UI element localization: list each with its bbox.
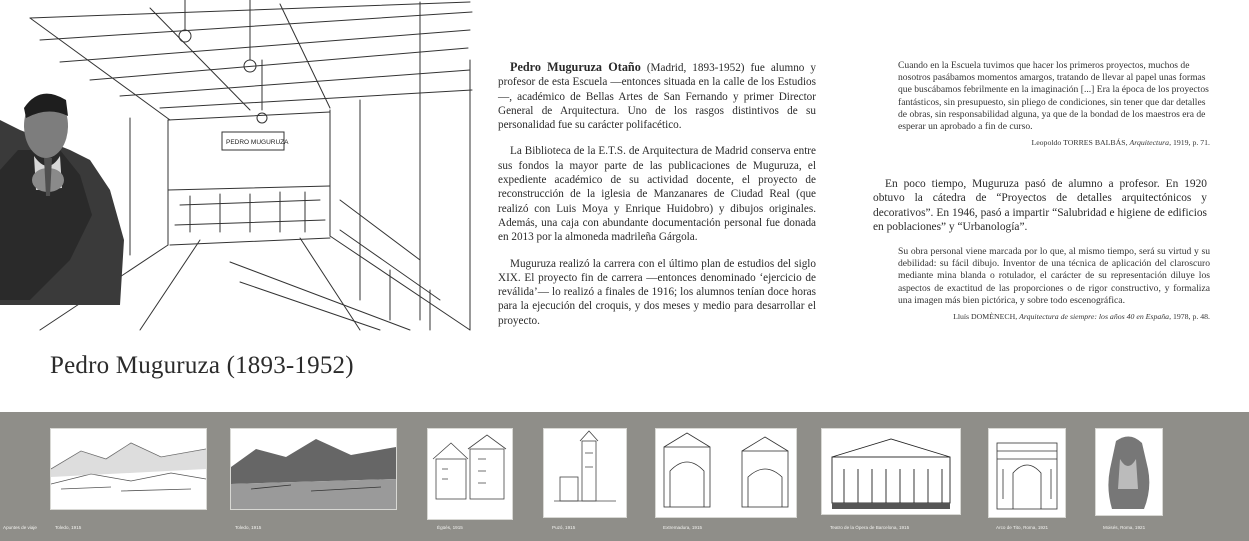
- quote-text: Su obra personal viene marcada por lo que, al mismo tiempo, será su virtud y su debilidad: su fácil dibujo. Inventor de una técnica de aplicación del claroscuro mediante mina blanda o rotulador, el carácter de su representación diluye los aspectos de exactitud de las proporciones o de rigor constructivo, y formaliza una imagen más bien pictórica, y sobre todo escenográfica.: [898, 246, 1210, 306]
- teaching-paragraph-column: [873, 177, 1207, 246]
- gallery-label: Apuntes de viaje: [3, 525, 37, 530]
- page-title: Pedro Muguruza (1893-1952): [50, 352, 354, 379]
- gallery-caption: Extremadura, 1915: [663, 525, 703, 530]
- library-paragraph: La Biblioteca de la E.T.S. de Arquitectura de Madrid conserva entre sus fondos la mayor parte de las publicaciones de Muguruza, el expediente académico de su actividad docente, el proyecto de reconstrucción de la iglesia de Manzanares de Ciudad Real (que realizó con Luis Moya y Enrique Huidobro) y dibujos originales. Además, una caja con abundante documentación personal fue donada en 2013 por la almoneda madrileña Gárgola.: [498, 145, 816, 244]
- gallery-thumb-6[interactable]: [821, 428, 961, 515]
- sketch-gallery-strip: [0, 412, 1249, 541]
- gallery-caption: Toledo, 1915: [235, 525, 262, 530]
- quote-text: Cuando en la Escuela tuvimos que hacer los primeros proyectos, muchos de nosotros pasábamos momentos amargos, tratando de llevar al papel unas formas que buscábamos febrilmente en la imaginación [...] Era la época de los proyectos fantásticos, sin presupuesto, sin pliego de condiciones, sin tener que dar detalles de obras, sin responsabilidad alguna, ya que de la bondad de los maestros era de esperar un aprobado a fin de curso.: [898, 60, 1209, 133]
- gallery-thumb-2[interactable]: [230, 428, 397, 510]
- hero-sketch-illustration: [0, 0, 480, 350]
- gallery-thumb-8[interactable]: [1095, 428, 1163, 516]
- gallery-thumb-3[interactable]: [427, 428, 513, 520]
- portrait-photo: [0, 94, 124, 305]
- gallery-caption: Égüés, 1915: [437, 525, 463, 530]
- main-text-column: [498, 60, 816, 340]
- gallery-caption: Moisés, Roma, 1921: [1103, 525, 1146, 530]
- gallery-thumb-5[interactable]: [655, 428, 797, 518]
- quote-citation: Leopoldo TORRES BALBÁS, Arquitectura, 1919, p. 71.: [1031, 138, 1210, 148]
- quote-citation: Lluís DOMÈNECH, Arquitectura de siempre: los años 40 en España, 1978, p. 48.: [953, 312, 1210, 322]
- studies-paragraph: Muguruza realizó la carrera con el último plan de estudios del siglo XIX. El proyecto fin de carrera —entonces denominado ‘ejercicio de reválida’— lo realizó a finales de 1916; los alumnos tenían doce horas para la ejecución del croquis, y dos meses y medio para desarrollar el proyecto.: [498, 257, 816, 327]
- gallery-caption: Puzó, 1915: [552, 525, 576, 530]
- gallery-caption: Arco de Tito, Roma, 1921: [996, 525, 1049, 530]
- gallery-thumb-1[interactable]: [50, 428, 207, 510]
- quote-domenech: [898, 246, 1210, 323]
- quote-torres-balbas: [898, 60, 1210, 149]
- teaching-paragraph: En poco tiempo, Muguruza pasó de alumno a profesor. En 1920 obtuvo la cátedra de “Proyectos de detalles arquitectónicos y decorativos”. En 1946, pasó a impartir “Salubridad e higiene de edificios en poblaciones” y “Urbanología”.: [873, 178, 1207, 233]
- intro-paragraph: Pedro Muguruza Otaño (Madrid, 1893-1952) fue alumno y profesor de esta Escuela —entonces situada en la calle de los Estudios—, académico de Bellas Artes de San Fernando y primer Director General de Arquitectura. Uno de los rasgos distintivos de su personalidad fue su carácter polifacético.: [498, 60, 817, 132]
- subject-name: Pedro Muguruza Otaño: [510, 60, 641, 74]
- gallery-thumb-4[interactable]: [543, 428, 627, 518]
- sketch-sign-text: PEDRO MUGURUZA: [226, 139, 289, 146]
- gallery-caption: Teatro de la Ópera de Barcelona, 1915: [830, 525, 910, 530]
- gallery-caption: Toledo, 1915: [55, 525, 82, 530]
- gallery-thumb-7[interactable]: [988, 428, 1066, 518]
